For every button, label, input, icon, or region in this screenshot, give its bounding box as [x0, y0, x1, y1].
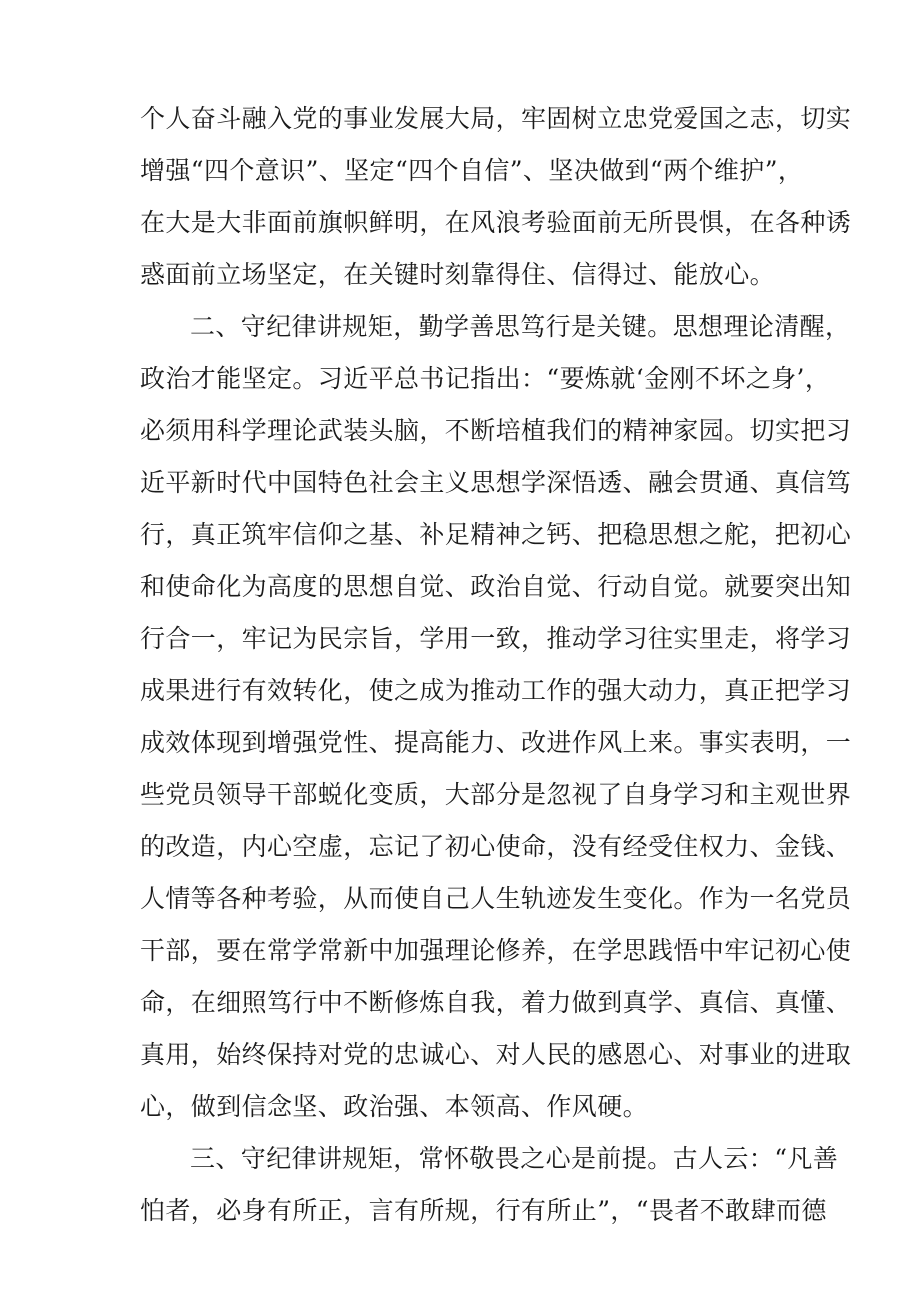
text-line-14: 些党员领导干部蜕化变质，大部分是忽视了自身学习和主观世界 — [140, 780, 852, 809]
text-line-9: 行，真正筑牢信仰之基、补足精神之钙、把稳思想之舵，把初心 — [140, 520, 852, 549]
text-line-11: 行合一，牢记为民宗旨，学用一致，推动学习往实里走，将学习 — [140, 624, 852, 653]
text-line-15: 的改造，内心空虚，忘记了初心使命，没有经受住权力、金钱、 — [140, 832, 852, 861]
text-line-2: 增强“四个意识”、坚定“四个自信”、坚决做到“两个维护”， — [140, 156, 804, 185]
text-line-4: 惑面前立场坚定，在关键时刻靠得住、信得过、能放心。 — [140, 260, 776, 289]
text-line-22: 怕者，必身有所正，言有所规，行有所止”，“畏者不敢肆而德 — [140, 1196, 827, 1225]
text-line-13: 成效体现到增强党性、提高能力、改进作风上来。事实表明，一 — [140, 728, 852, 757]
text-line-6: 政治才能坚定。习近平总书记指出：“要炼就‘金刚不坏之身’， — [140, 364, 831, 393]
text-line-12: 成果进行有效转化，使之成为推动工作的强大动力，真正把学习 — [140, 676, 852, 705]
text-line-20: 心，做到信念坚、政治强、本领高、作风硬。 — [140, 1092, 649, 1121]
paragraph-2-first-line: 二、守纪律讲规矩，勤学善思笃行是关键。思想理论清醒， — [190, 312, 851, 341]
text-line-8: 近平新时代中国特色社会主义思想学深悟透、融会贯通、真信笃 — [140, 468, 852, 497]
text-line-7: 必须用科学理论武装头脑，不断培植我们的精神家园。切实把习 — [140, 416, 852, 445]
text-line-16: 人情等各种考验，从而使自己人生轨迹发生变化。作为一名党员 — [140, 884, 852, 913]
text-line-1: 个人奋斗融入党的事业发展大局，牢固树立忠党爱国之志，切实 — [140, 104, 852, 133]
text-line-18: 命，在细照笃行中不断修炼自我，着力做到真学、真信、真懂、 — [140, 988, 852, 1017]
text-line-17: 干部，要在常学常新中加强理论修养，在学思践悟中牢记初心使 — [140, 936, 852, 965]
text-line-19: 真用，始终保持对党的忠诚心、对人民的感恩心、对事业的进取 — [140, 1040, 852, 1069]
text-line-3: 在大是大非面前旗帜鲜明，在风浪考验面前无所畏惧，在各种诱 — [140, 208, 852, 237]
text-line-10: 和使命化为高度的思想自觉、政治自觉、行动自觉。就要突出知 — [140, 572, 852, 601]
paragraph-3-first-line: 三、守纪律讲规矩，常怀敬畏之心是前提。古人云：“凡善 — [190, 1144, 839, 1173]
